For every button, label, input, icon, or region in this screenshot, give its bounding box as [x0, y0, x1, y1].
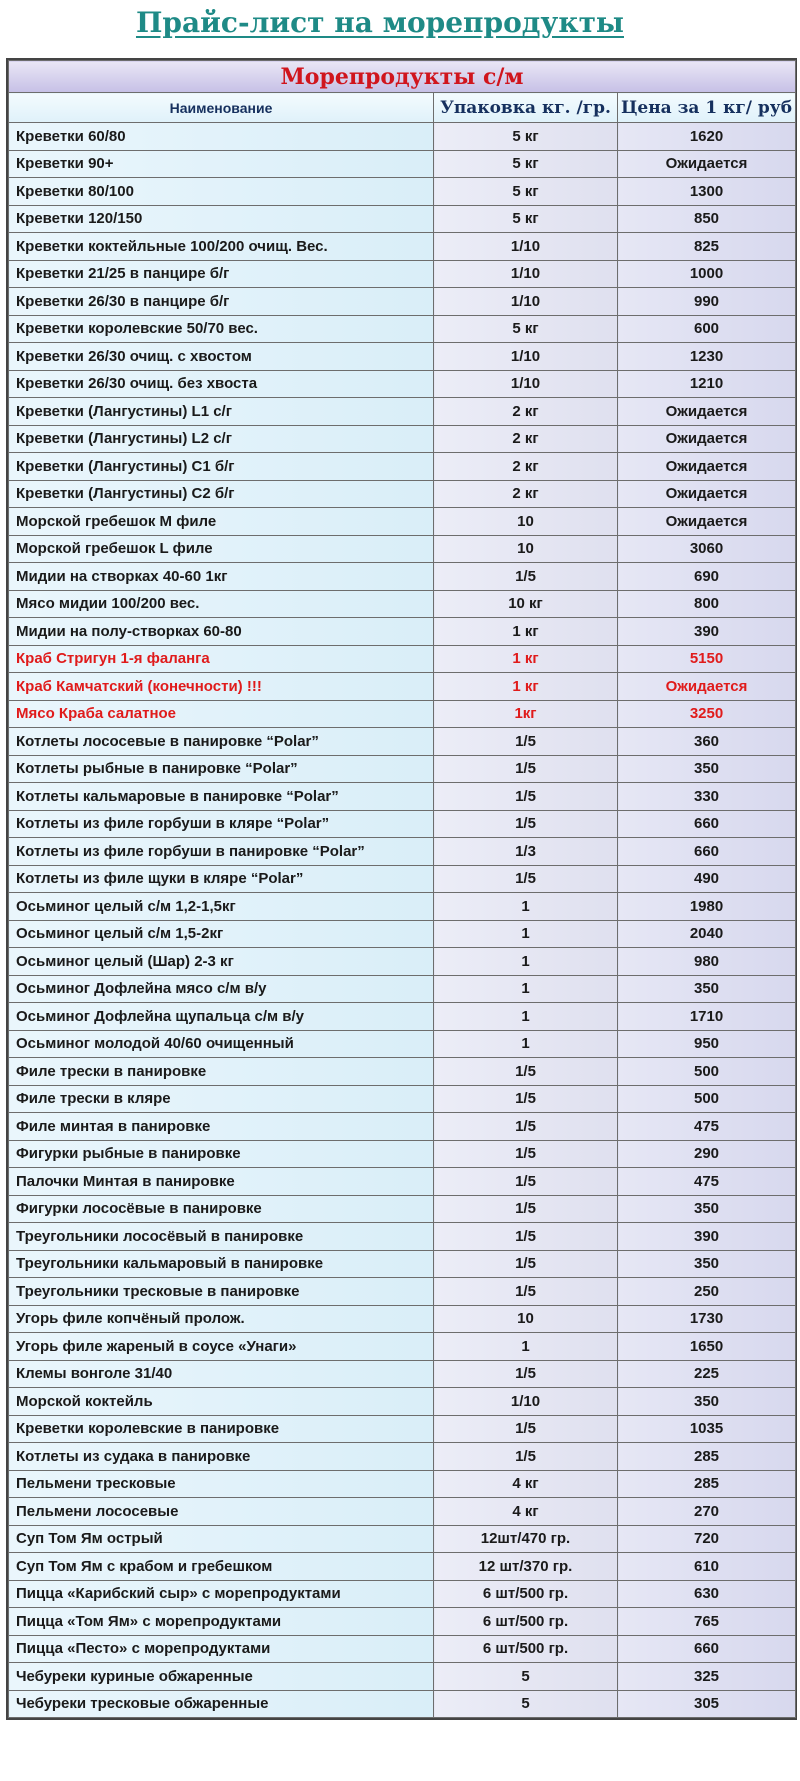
table-row: [9, 1663, 796, 1691]
product-name-cell: Угорь филе жареный в соусе «Унаги»: [9, 1333, 434, 1361]
package-cell: 1/5: [434, 1195, 618, 1223]
column-header-pack: Упаковка кг. /гр.: [434, 93, 618, 123]
table-row: [9, 1553, 796, 1581]
product-name-cell: Котлеты из филе горбуши в кляре “Polar”: [9, 810, 434, 838]
price-cell: 690: [618, 563, 796, 591]
price-cell: 610: [618, 1553, 796, 1581]
table-row: [9, 948, 796, 976]
package-cell: 1/5: [434, 783, 618, 811]
price-cell: 1000: [618, 260, 796, 288]
product-name-cell: Филе трески в панировке: [9, 1058, 434, 1086]
product-name-cell: Креветки (Лангустины) L2 с/г: [9, 425, 434, 453]
package-cell: 1 кг: [434, 618, 618, 646]
table-row: [9, 315, 796, 343]
package-cell: 1/5: [434, 865, 618, 893]
table-row: [9, 260, 796, 288]
price-cell: 360: [618, 728, 796, 756]
table-row: [9, 1690, 796, 1718]
package-cell: 1/10: [434, 288, 618, 316]
product-name-cell: Креветки (Лангустины) С1 б/г: [9, 453, 434, 481]
package-cell: 5 кг: [434, 150, 618, 178]
column-header-price: Цена за 1 кг/ руб: [618, 93, 796, 123]
price-cell: 500: [618, 1058, 796, 1086]
price-cell: 2040: [618, 920, 796, 948]
price-cell: Ожидается: [618, 453, 796, 481]
product-name-cell: Креветки 90+: [9, 150, 434, 178]
package-cell: 4 кг: [434, 1470, 618, 1498]
table-row: [9, 398, 796, 426]
table-row: [9, 453, 796, 481]
package-cell: 1/3: [434, 838, 618, 866]
product-name-cell: Треугольники кальмаровый в панировке: [9, 1250, 434, 1278]
product-name-cell: Суп Том Ям с крабом и гребешком: [9, 1553, 434, 1581]
product-name-cell: Мясо мидии 100/200 вес.: [9, 590, 434, 618]
table-row: [9, 1360, 796, 1388]
package-cell: 1/5: [434, 810, 618, 838]
product-name-cell: Креветки королевские в панировке: [9, 1415, 434, 1443]
package-cell: 5 кг: [434, 205, 618, 233]
product-name-cell: Креветки 60/80: [9, 123, 434, 151]
table-row: [9, 343, 796, 371]
product-name-cell: Креветки 80/100: [9, 178, 434, 206]
product-name-cell: Краб Стригун 1-я фаланга: [9, 645, 434, 673]
package-cell: 1/10: [434, 260, 618, 288]
product-name-cell: Краб Камчатский (конечности) !!!: [9, 673, 434, 701]
table-row: [9, 1470, 796, 1498]
product-name-cell: Фигурки рыбные в панировке: [9, 1140, 434, 1168]
table-row: [9, 1195, 796, 1223]
product-name-cell: Фигурки лососёвые в панировке: [9, 1195, 434, 1223]
price-cell: 765: [618, 1608, 796, 1636]
price-cell: 5150: [618, 645, 796, 673]
price-cell: 3250: [618, 700, 796, 728]
product-name-cell: Креветки 120/150: [9, 205, 434, 233]
package-cell: 1 кг: [434, 673, 618, 701]
table-row: [9, 1140, 796, 1168]
column-header-name: Наименование: [9, 93, 434, 123]
price-cell: 1300: [618, 178, 796, 206]
product-name-cell: Котлеты рыбные в панировке “Polar”: [9, 755, 434, 783]
product-name-cell: Клемы вонголе 31/40: [9, 1360, 434, 1388]
price-cell: Ожидается: [618, 673, 796, 701]
package-cell: 1/5: [434, 563, 618, 591]
table-row: [9, 1168, 796, 1196]
column-header-row: [9, 93, 796, 123]
table-row: [9, 123, 796, 151]
product-name-cell: Креветки (Лангустины) L1 с/г: [9, 398, 434, 426]
package-cell: 10: [434, 508, 618, 536]
price-cell: Ожидается: [618, 508, 796, 536]
product-name-cell: Котлеты лососевые в панировке “Polar”: [9, 728, 434, 756]
package-cell: 1/10: [434, 370, 618, 398]
product-name-cell: Суп Том Ям острый: [9, 1525, 434, 1553]
product-name-cell: Мидии на полу-створках 60-80: [9, 618, 434, 646]
price-cell: 1980: [618, 893, 796, 921]
product-name-cell: Пицца «Песто» с морепродуктами: [9, 1635, 434, 1663]
page-title: Прайс-лист на морепродукты: [135, 6, 624, 39]
product-name-cell: Морской коктейль: [9, 1388, 434, 1416]
product-name-cell: Осьминог целый с/м 1,2-1,5кг: [9, 893, 434, 921]
package-cell: 2 кг: [434, 398, 618, 426]
table-row: [9, 1443, 796, 1471]
table-row: [9, 783, 796, 811]
table-row: [9, 1415, 796, 1443]
section-header-row: [9, 61, 796, 93]
price-cell: Ожидается: [618, 150, 796, 178]
price-cell: 250: [618, 1278, 796, 1306]
package-cell: 1/5: [434, 1113, 618, 1141]
product-name-cell: Котлеты из филе щуки в кляре “Polar”: [9, 865, 434, 893]
product-name-cell: Осьминог Дофлейна мясо с/м в/у: [9, 975, 434, 1003]
price-cell: 390: [618, 618, 796, 646]
package-cell: 1/5: [434, 1140, 618, 1168]
table-row: [9, 1058, 796, 1086]
price-cell: 1710: [618, 1003, 796, 1031]
product-name-cell: Креветки 26/30 в панцире б/г: [9, 288, 434, 316]
price-cell: 1230: [618, 343, 796, 371]
price-cell: 660: [618, 810, 796, 838]
table-row: [9, 1525, 796, 1553]
table-row: [9, 755, 796, 783]
package-cell: 6 шт/500 гр.: [434, 1608, 618, 1636]
package-cell: 1/5: [434, 1278, 618, 1306]
price-cell: 350: [618, 975, 796, 1003]
price-cell: 350: [618, 1195, 796, 1223]
table-row: [9, 838, 796, 866]
product-name-cell: Пицца «Карибский сыр» с морепродуктами: [9, 1580, 434, 1608]
table-row: [9, 480, 796, 508]
price-cell: 825: [618, 233, 796, 261]
product-name-cell: Осьминог Дофлейна щупальца с/м в/у: [9, 1003, 434, 1031]
product-name-cell: Креветки королевские 50/70 вес.: [9, 315, 434, 343]
price-cell: 500: [618, 1085, 796, 1113]
price-cell: 475: [618, 1168, 796, 1196]
package-cell: 12 шт/370 гр.: [434, 1553, 618, 1581]
table-row: [9, 535, 796, 563]
table-row: [9, 1635, 796, 1663]
package-cell: 6 шт/500 гр.: [434, 1580, 618, 1608]
package-cell: 1/10: [434, 343, 618, 371]
price-cell: 285: [618, 1470, 796, 1498]
package-cell: 1/5: [434, 1168, 618, 1196]
table-row: [9, 178, 796, 206]
table-row: [9, 728, 796, 756]
product-name-cell: Осьминог молодой 40/60 очищенный: [9, 1030, 434, 1058]
package-cell: 1/5: [434, 1058, 618, 1086]
price-cell: 800: [618, 590, 796, 618]
product-name-cell: Креветки 21/25 в панцире б/г: [9, 260, 434, 288]
table-row: [9, 1030, 796, 1058]
table-row: [9, 233, 796, 261]
price-cell: 600: [618, 315, 796, 343]
package-cell: 1: [434, 975, 618, 1003]
product-name-cell: Креветки (Лангустины) С2 б/г: [9, 480, 434, 508]
table-row: [9, 1305, 796, 1333]
package-cell: 1: [434, 893, 618, 921]
price-cell: 305: [618, 1690, 796, 1718]
table-row: [9, 810, 796, 838]
package-cell: 1: [434, 1333, 618, 1361]
price-cell: 3060: [618, 535, 796, 563]
table-row: [9, 673, 796, 701]
package-cell: 5 кг: [434, 315, 618, 343]
product-name-cell: Мидии на створках 40-60 1кг: [9, 563, 434, 591]
price-cell: 350: [618, 1250, 796, 1278]
product-name-cell: Треугольники тресковые в панировке: [9, 1278, 434, 1306]
section-title: Морепродукты с/м: [9, 61, 796, 93]
price-cell: 475: [618, 1113, 796, 1141]
price-cell: 980: [618, 948, 796, 976]
table-row: [9, 425, 796, 453]
product-name-cell: Треугольники лососёвый в панировке: [9, 1223, 434, 1251]
table-row: [9, 563, 796, 591]
package-cell: 6 шт/500 гр.: [434, 1635, 618, 1663]
table-row: [9, 1250, 796, 1278]
table-row: [9, 288, 796, 316]
table-row: [9, 1278, 796, 1306]
price-cell: Ожидается: [618, 398, 796, 426]
table-row: [9, 893, 796, 921]
product-name-cell: Котлеты кальмаровые в панировке “Polar”: [9, 783, 434, 811]
package-cell: 5: [434, 1663, 618, 1691]
package-cell: 1/5: [434, 1223, 618, 1251]
package-cell: 1: [434, 920, 618, 948]
product-name-cell: Филе минтая в панировке: [9, 1113, 434, 1141]
package-cell: 1/5: [434, 728, 618, 756]
package-cell: 4 кг: [434, 1498, 618, 1526]
package-cell: 5: [434, 1690, 618, 1718]
package-cell: 10: [434, 535, 618, 563]
package-cell: 1: [434, 1030, 618, 1058]
price-cell: 1650: [618, 1333, 796, 1361]
package-cell: 1 кг: [434, 645, 618, 673]
package-cell: 2 кг: [434, 453, 618, 481]
product-name-cell: Котлеты из филе горбуши в панировке “Polar”: [9, 838, 434, 866]
product-name-cell: Пельмени лососевые: [9, 1498, 434, 1526]
price-cell: 390: [618, 1223, 796, 1251]
package-cell: 1: [434, 948, 618, 976]
package-cell: 1/10: [434, 1388, 618, 1416]
product-name-cell: Палочки Минтая в панировке: [9, 1168, 434, 1196]
price-cell: 325: [618, 1663, 796, 1691]
package-cell: 1/10: [434, 233, 618, 261]
table-row: [9, 1085, 796, 1113]
price-cell: 270: [618, 1498, 796, 1526]
package-cell: 1/5: [434, 1250, 618, 1278]
price-cell: 490: [618, 865, 796, 893]
package-cell: 10: [434, 1305, 618, 1333]
table-row: [9, 205, 796, 233]
price-cell: 630: [618, 1580, 796, 1608]
table-row: [9, 975, 796, 1003]
table-row: [9, 1608, 796, 1636]
price-cell: 1730: [618, 1305, 796, 1333]
product-name-cell: Осьминог целый с/м 1,5-2кг: [9, 920, 434, 948]
price-cell: 660: [618, 1635, 796, 1663]
table-row: [9, 700, 796, 728]
price-table-body: [9, 123, 796, 1718]
product-name-cell: Чебуреки тресковые обжаренные: [9, 1690, 434, 1718]
product-name-cell: Чебуреки куриные обжаренные: [9, 1663, 434, 1691]
product-name-cell: Креветки коктейльные 100/200 очищ. Вес.: [9, 233, 434, 261]
table-row: [9, 645, 796, 673]
table-row: [9, 1333, 796, 1361]
price-cell: 290: [618, 1140, 796, 1168]
table-row: [9, 590, 796, 618]
package-cell: 1/5: [434, 1415, 618, 1443]
package-cell: 5 кг: [434, 123, 618, 151]
package-cell: 2 кг: [434, 425, 618, 453]
product-name-cell: Котлеты из судака в панировке: [9, 1443, 434, 1471]
table-row: [9, 370, 796, 398]
price-table: [8, 60, 796, 1718]
table-row: [9, 1388, 796, 1416]
price-cell: 1035: [618, 1415, 796, 1443]
price-cell: 950: [618, 1030, 796, 1058]
price-table-frame: [6, 58, 797, 1720]
package-cell: 10 кг: [434, 590, 618, 618]
product-name-cell: Пельмени тресковые: [9, 1470, 434, 1498]
product-name-cell: Угорь филе копчёный пролож.: [9, 1305, 434, 1333]
package-cell: 1: [434, 1003, 618, 1031]
package-cell: 5 кг: [434, 178, 618, 206]
price-cell: 350: [618, 1388, 796, 1416]
price-cell: 990: [618, 288, 796, 316]
price-cell: 225: [618, 1360, 796, 1388]
table-row: [9, 618, 796, 646]
product-name-cell: Филе трески в кляре: [9, 1085, 434, 1113]
package-cell: 2 кг: [434, 480, 618, 508]
table-row: [9, 508, 796, 536]
price-cell: 720: [618, 1525, 796, 1553]
product-name-cell: Морской гребешок L филе: [9, 535, 434, 563]
package-cell: 1кг: [434, 700, 618, 728]
price-cell: 1210: [618, 370, 796, 398]
table-row: [9, 1113, 796, 1141]
package-cell: 1/5: [434, 755, 618, 783]
price-cell: 1620: [618, 123, 796, 151]
table-row: [9, 1003, 796, 1031]
product-name-cell: Креветки 26/30 очищ. без хвоста: [9, 370, 434, 398]
price-cell: 285: [618, 1443, 796, 1471]
package-cell: 1/5: [434, 1360, 618, 1388]
price-cell: 330: [618, 783, 796, 811]
product-name-cell: Морской гребешок М филе: [9, 508, 434, 536]
package-cell: 12шт/470 гр.: [434, 1525, 618, 1553]
table-row: [9, 1223, 796, 1251]
price-cell: 660: [618, 838, 796, 866]
price-cell: 350: [618, 755, 796, 783]
table-row: [9, 865, 796, 893]
price-cell: 850: [618, 205, 796, 233]
product-name-cell: Мясо Краба салатное: [9, 700, 434, 728]
product-name-cell: Креветки 26/30 очищ. с хвостом: [9, 343, 434, 371]
table-row: [9, 1580, 796, 1608]
product-name-cell: Осьминог целый (Шар) 2-3 кг: [9, 948, 434, 976]
price-cell: Ожидается: [618, 425, 796, 453]
table-row: [9, 150, 796, 178]
package-cell: 1/5: [434, 1085, 618, 1113]
price-cell: Ожидается: [618, 480, 796, 508]
table-row: [9, 1498, 796, 1526]
package-cell: 1/5: [434, 1443, 618, 1471]
table-row: [9, 920, 796, 948]
product-name-cell: Пицца «Том Ям» с морепродуктами: [9, 1608, 434, 1636]
